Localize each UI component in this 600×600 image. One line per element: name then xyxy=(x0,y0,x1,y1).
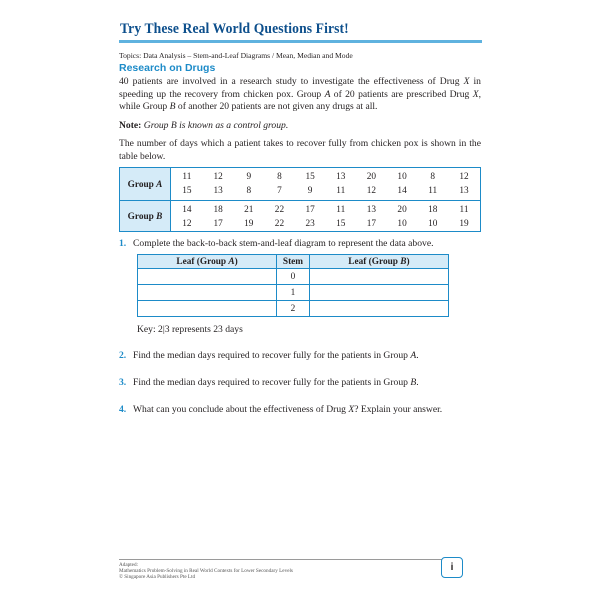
data-cell: 8 xyxy=(430,172,436,182)
stem-cell: 2 xyxy=(277,301,310,317)
data-cell: 12 xyxy=(213,172,223,182)
data-cell: 17 xyxy=(366,219,377,229)
data-cell: 20 xyxy=(366,172,377,182)
data-cell: 19 xyxy=(459,219,469,229)
question-3: 3. Find the median days required to recover fully for the patients in Group B. xyxy=(119,377,419,388)
data-cell: 12 xyxy=(459,172,469,182)
data-cell: 19 xyxy=(244,219,254,229)
data-cell: 11 xyxy=(325,184,356,201)
data-cell: 7 xyxy=(264,184,295,201)
stem-header: Stem xyxy=(277,255,310,269)
table-row xyxy=(120,201,481,218)
table-row xyxy=(120,217,481,232)
data-cell: 22 xyxy=(274,219,285,229)
data-cell: 15 xyxy=(336,219,346,229)
data-cell: 20 xyxy=(397,205,407,215)
leaf-b-cell[interactable] xyxy=(309,269,448,285)
data-cell: 13 xyxy=(366,205,377,215)
data-cell: 17 xyxy=(213,219,223,229)
table-intro: The number of days which a patient takes to recover fully from chicken pox is shown in the table below. xyxy=(119,138,481,162)
data-cell: 13 xyxy=(336,172,346,182)
leaf-b-cell[interactable] xyxy=(309,285,448,301)
data-cell: 12 xyxy=(356,184,387,201)
question-text: Complete the back-to-back stem-and-leaf diagram to represent the data above. xyxy=(133,238,434,249)
worksheet-page xyxy=(114,0,486,600)
leaf-a-cell[interactable] xyxy=(138,285,277,301)
data-cell: 11 xyxy=(336,205,346,215)
data-cell: 15 xyxy=(305,172,315,182)
data-cell: 13 xyxy=(203,184,234,201)
note-label: Note: xyxy=(119,120,142,131)
data-cell: 10 xyxy=(397,172,407,182)
table-row xyxy=(120,184,481,201)
recovery-days-table xyxy=(119,167,481,232)
table-header-row xyxy=(138,255,449,269)
leaf-b-cell[interactable] xyxy=(309,301,448,317)
footer-credits: Adapted: Mathematics Problem-Solving in Real World Contexts for Lower Secondary Levels © Singapore Asia Publishers Pte Ltd xyxy=(119,562,293,581)
intro-paragraph: 40 patients are involved in a research study to investigate the effectiveness of Drug X in speeding up the recovery from chicken pox. Group A of 20 patients are prescribed Drug X, while Group B of another 20 patients are not given any drugs at all. xyxy=(119,76,481,113)
leaf-a-cell[interactable] xyxy=(138,301,277,317)
data-cell: 11 xyxy=(417,184,448,201)
stem-and-leaf-table xyxy=(137,254,449,317)
question-number: 1. xyxy=(119,238,127,249)
question-2: 2. Find the median days required to recover fully for the patients in Group A. xyxy=(119,350,419,361)
table-row xyxy=(138,269,449,285)
data-cell: 12 xyxy=(182,219,192,229)
table-row xyxy=(138,285,449,301)
data-cell: 17 xyxy=(305,205,315,215)
note-text: Group B is known as a control group. xyxy=(143,120,289,131)
data-cell: 18 xyxy=(428,205,438,215)
data-cell: 23 xyxy=(305,219,315,229)
question-4: 4. What can you conclude about the effectiveness of Drug X? Explain your answer. xyxy=(119,404,443,415)
question-1 xyxy=(119,238,433,249)
data-cell: 11 xyxy=(459,205,469,215)
data-cell: 22 xyxy=(274,205,285,215)
data-cell: 13 xyxy=(448,184,480,201)
leaf-group-b-header: Leaf (Group B) xyxy=(309,255,448,269)
data-cell: 9 xyxy=(295,184,326,201)
note-paragraph xyxy=(119,120,481,133)
table-row xyxy=(138,301,449,317)
title-underline xyxy=(119,40,482,43)
question-number: 2. xyxy=(119,350,127,361)
data-cell: 10 xyxy=(428,219,438,229)
question-number: 3. xyxy=(119,377,127,388)
data-cell: 9 xyxy=(246,172,252,182)
group-b-label: Group B xyxy=(120,201,171,232)
footer-rule xyxy=(119,559,444,560)
data-cell: 10 xyxy=(397,219,407,229)
section-heading: Research on Drugs xyxy=(119,62,216,74)
leaf-group-a-header: Leaf (Group A) xyxy=(138,255,277,269)
stem-cell: 1 xyxy=(277,285,310,301)
leaf-a-cell[interactable] xyxy=(138,269,277,285)
table-row xyxy=(120,168,481,185)
data-cell: 8 xyxy=(233,184,264,201)
diagram-key: Key: 2|3 represents 23 days xyxy=(137,324,243,335)
stem-cell: 0 xyxy=(277,269,310,285)
data-cell: 8 xyxy=(277,172,282,182)
data-cell: 14 xyxy=(387,184,418,201)
data-cell: 11 xyxy=(182,172,192,182)
data-cell: 15 xyxy=(171,184,203,201)
page-number-badge: i xyxy=(441,557,463,578)
data-cell: 14 xyxy=(182,205,192,215)
topics-line: Topics: Data Analysis – Stem-and-Leaf Diagrams / Mean, Median and Mode xyxy=(119,51,353,60)
question-number: 4. xyxy=(119,404,127,415)
group-a-label: Group A xyxy=(120,168,171,201)
data-cell: 21 xyxy=(244,205,254,215)
page-title: Try These Real World Questions First! xyxy=(120,21,349,37)
data-cell: 18 xyxy=(213,205,223,215)
